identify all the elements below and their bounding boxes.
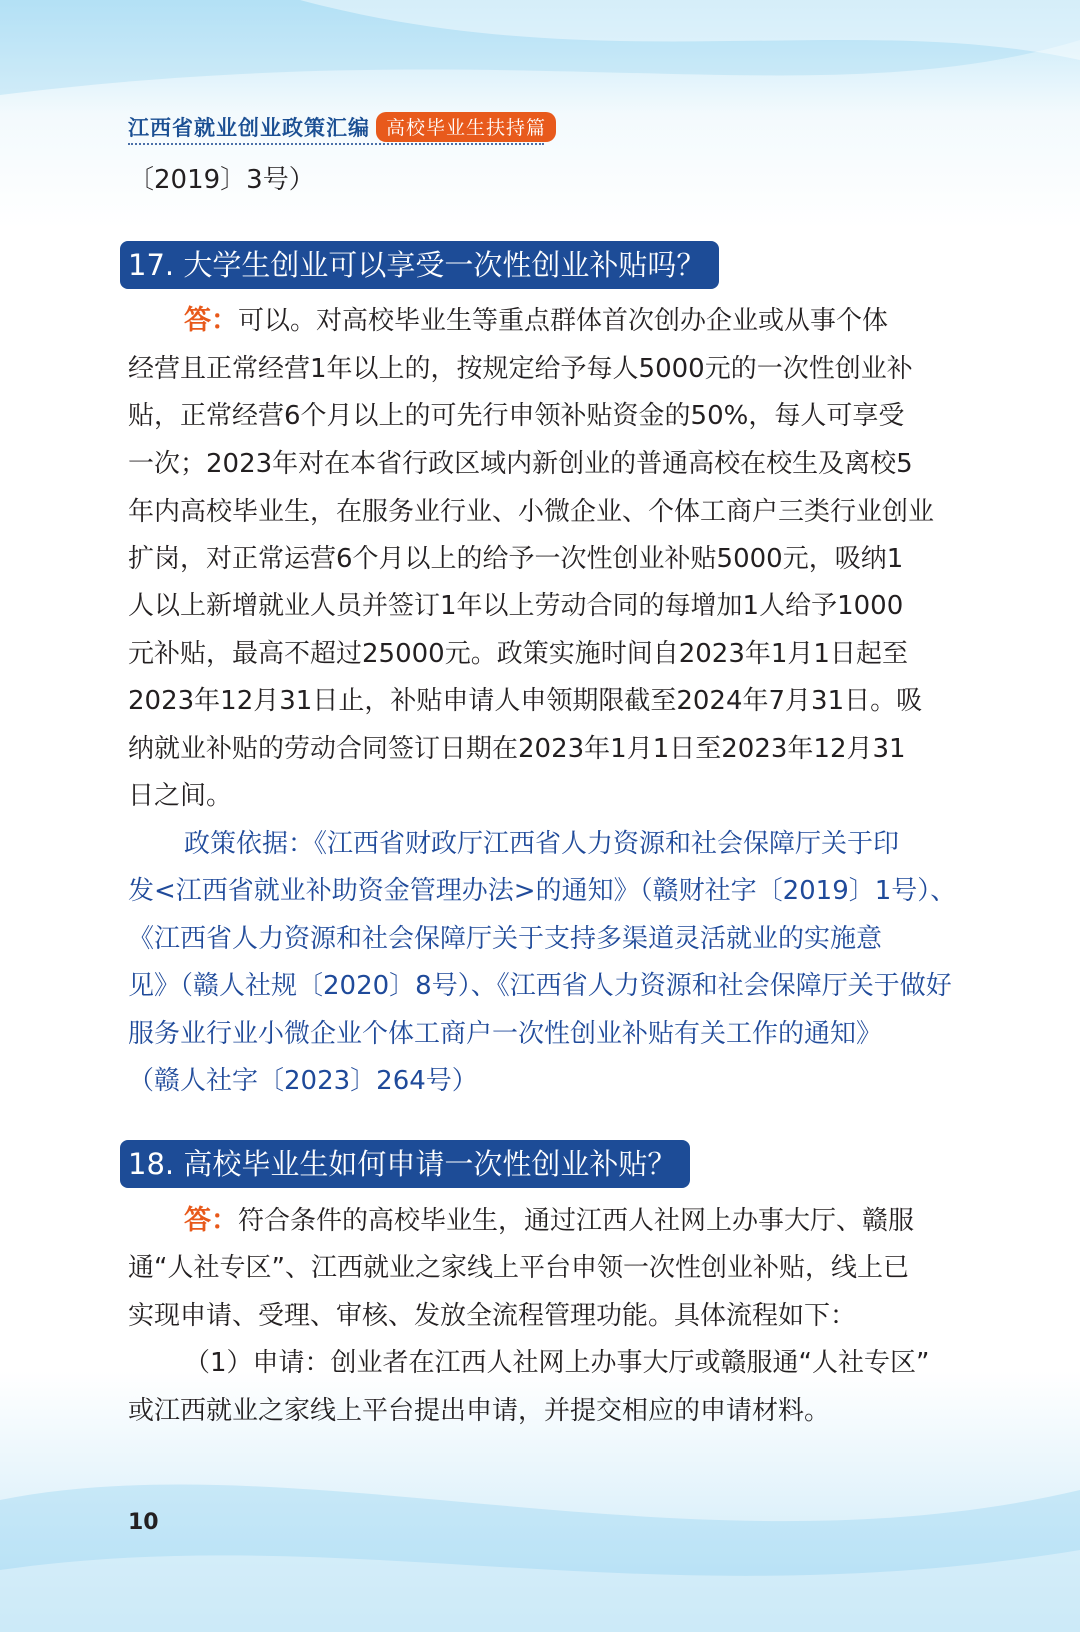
- answer-text: 符合条件的高校毕业生，通过江西人社网上办事大厅、赣服: [238, 1206, 915, 1236]
- answer-first-line: [184, 297, 960, 345]
- answer-line: 或江西就业之家线上平台提出申请，并提交相应的申请材料。: [128, 1396, 831, 1426]
- running-header: [128, 112, 556, 142]
- answer-label: 答：: [184, 1205, 238, 1236]
- answer-line: 经营且正常经营1年以上的，按规定给予每人5000元的一次性创业补: [128, 354, 913, 384]
- policy-basis-line: 服务业行业小微企业个体工商户一次性创业补贴有关工作的通知》: [128, 1019, 883, 1049]
- policy-basis-line: （赣人社字〔2023〕264号）: [128, 1066, 478, 1096]
- answer-line: 年内高校毕业生，在服务业行业、小微企业、个体工商户三类行业创业: [128, 497, 935, 527]
- document-title: 江西省就业创业政策汇编: [128, 116, 370, 140]
- policy-basis-line: 《江西省人力资源和社会保障厅关于支持多渠道灵活就业的实施意: [128, 924, 883, 954]
- answer-line: 实现申请、受理、审核、发放全流程管理功能。具体流程如下：: [128, 1301, 857, 1331]
- answer-label: 答：: [184, 305, 238, 336]
- answer-line: 日之间。: [128, 781, 233, 811]
- answer-line: 通“人社专区”、江西就业之家线上平台申领一次性创业补贴，线上已: [128, 1253, 909, 1283]
- answer-line: 贴，正常经营6个月以上的可先行申领补贴资金的50%，每人可享受: [128, 401, 905, 431]
- answer-line: 一次；2023年对在本省行政区域内新创业的普通高校在校生及离校5: [128, 449, 913, 479]
- header-divider: [128, 143, 544, 145]
- answer-text: 可以。对高校毕业生等重点群体首次创办企业或从事个体: [238, 306, 889, 336]
- answer-line: 纳就业补贴的劳动合同签订日期在2023年1月1日至2023年12月31: [128, 734, 906, 764]
- answer-line: 2023年12月31日止，补贴申请人申领期限截至2024年7月31日。吸: [128, 686, 923, 716]
- page-number: 10: [128, 1510, 159, 1535]
- section-tag: 高校毕业生扶持篇: [376, 112, 556, 142]
- policy-basis-line: 政策依据：《江西省财政厅江西省人力资源和社会保障厅关于印: [184, 829, 900, 859]
- answer-line: 元补贴，最高不超过25000元。政策实施时间自2023年1月1日起至: [128, 639, 908, 669]
- answer-first-line: [184, 1197, 960, 1245]
- answer-line: 人以上新增就业人员并签订1年以上劳动合同的每增加1人给予1000: [128, 591, 904, 621]
- question-18-heading: 18. 高校毕业生如何申请一次性创业补贴？: [120, 1140, 690, 1188]
- policy-basis-line: 发<江西省就业补助资金管理办法>的通知》（赣财社字〔2019〕1号）、: [128, 876, 957, 906]
- continuation-text: 〔2019〕3号）: [128, 165, 315, 195]
- policy-basis-line: 见》（赣人社规〔2020〕8号）、《江西省人力资源和社会保障厅关于做好: [128, 971, 952, 1001]
- answer-line: （1）申请：创业者在江西人社网上办事大厅或赣服通“人社专区”: [184, 1348, 930, 1378]
- answer-line: 扩岗，对正常运营6个月以上的给予一次性创业补贴5000元，吸纳1: [128, 544, 904, 574]
- question-17-heading: 17. 大学生创业可以享受一次性创业补贴吗？: [120, 241, 719, 289]
